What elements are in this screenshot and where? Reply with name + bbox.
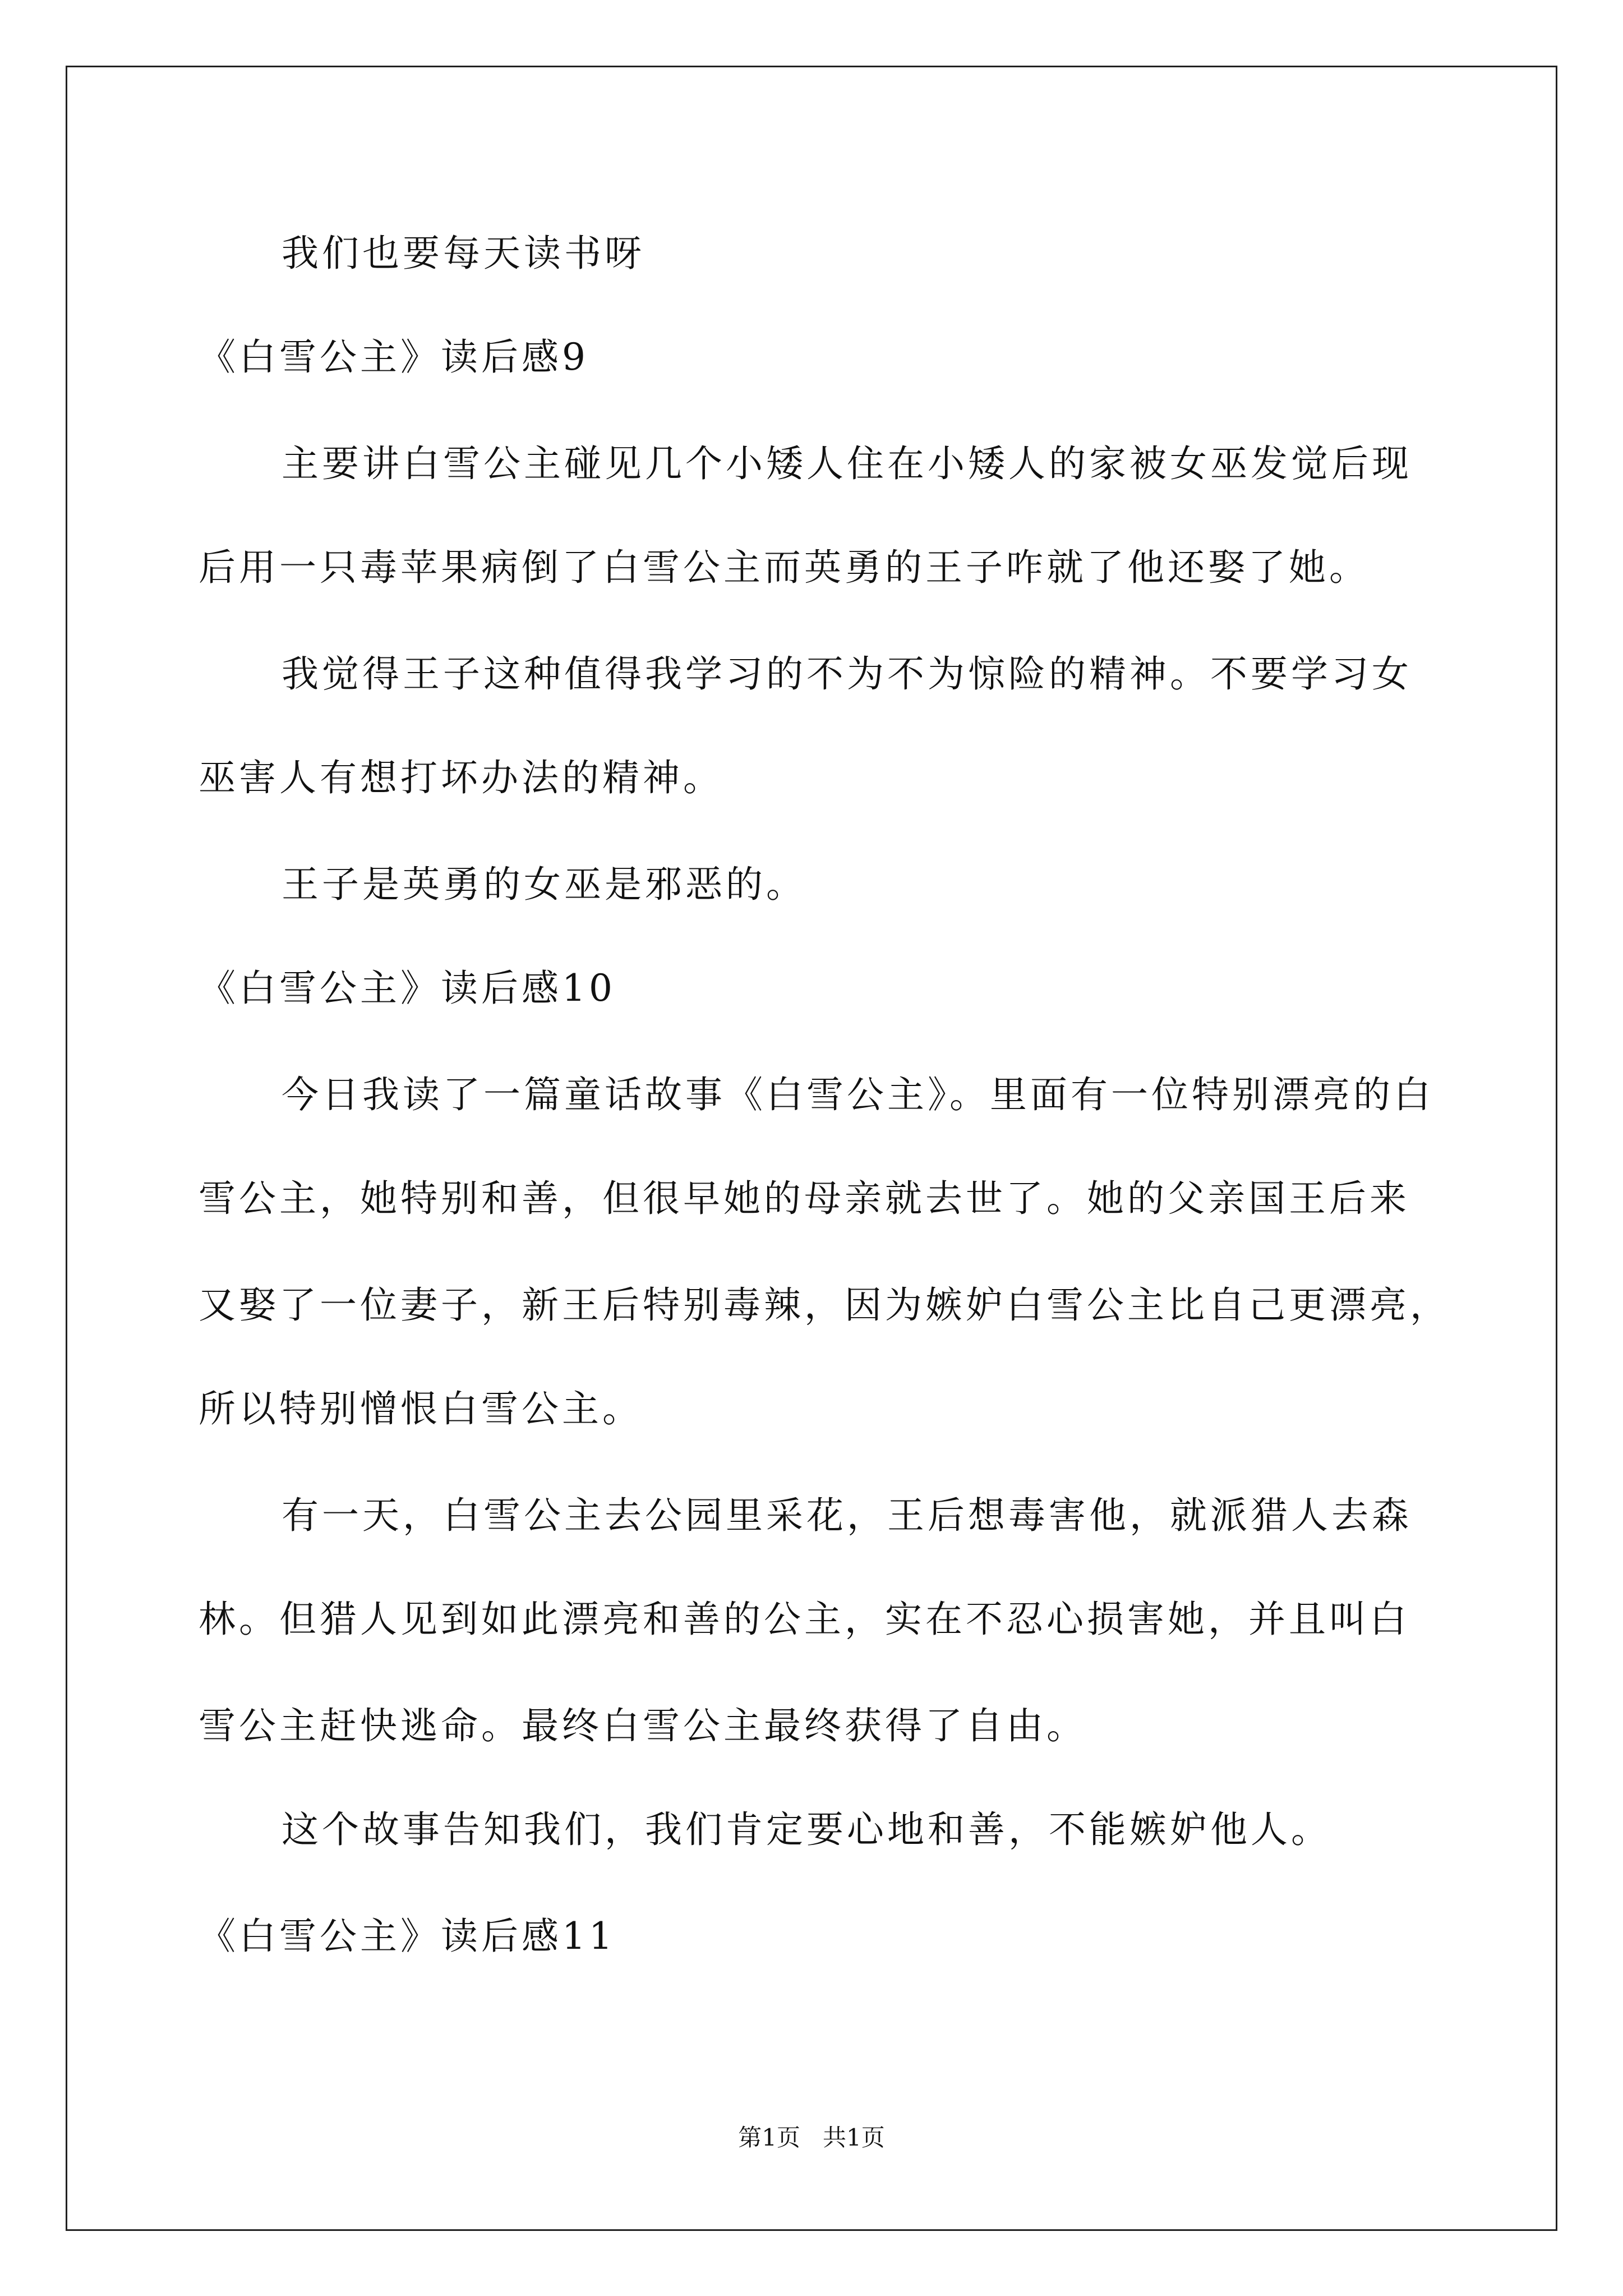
text-line-16: 这个故事告知我们，我们肯定要心地和善，不能嫉妒他人。 — [282, 1808, 1331, 1851]
section-heading-11: 《白雪公主》读后感11 — [199, 1915, 616, 1958]
text-line-6: 巫害人有想打坏办法的精神。 — [199, 756, 723, 799]
section-heading-9: 《白雪公主》读后感9 — [199, 335, 589, 379]
page-border — [66, 66, 1557, 2231]
text-line-3: 主要讲白雪公主碰见几个小矮人住在小矮人的家被女巫发觉后现 — [282, 442, 1412, 485]
page-footer: 第1页 共1页 — [738, 2124, 885, 2151]
text-line-13: 有一天，白雪公主去公园里采花，王后想毒害他，就派猎人去森 — [282, 1494, 1412, 1537]
text-line-15: 雪公主赶快逃命。最终白雪公主最终获得了自由。 — [199, 1704, 1087, 1747]
section-heading-10: 《白雪公主》读后感10 — [199, 967, 616, 1010]
text-line-4: 后用一只毒苹果病倒了白雪公主而英勇的王子咋就了他还娶了她。 — [199, 546, 1370, 589]
text-line-11: 又娶了一位妻子，新王后特别毒辣，因为嫉妒白雪公主比自己更漂亮， — [199, 1283, 1450, 1327]
text-line-10: 雪公主，她特别和善，但很早她的母亲就去世了。她的父亲国王后来 — [199, 1177, 1410, 1220]
text-line-5: 我觉得王子这种值得我学习的不为不为惊险的精神。不要学习女 — [282, 652, 1412, 696]
text-line-7: 王子是英勇的女巫是邪恶的。 — [282, 863, 806, 906]
text-line-14: 林。但猎人见到如此漂亮和善的公主，实在不忍心损害她，并且叫白 — [199, 1598, 1410, 1641]
text-line-9: 今日我读了一篇童话故事《白雪公主》。里面有一位特别漂亮的白 — [282, 1073, 1434, 1116]
text-line-1: 我们也要每天读书呀 — [282, 232, 645, 275]
text-line-12: 所以特别憎恨白雪公主。 — [199, 1387, 643, 1430]
